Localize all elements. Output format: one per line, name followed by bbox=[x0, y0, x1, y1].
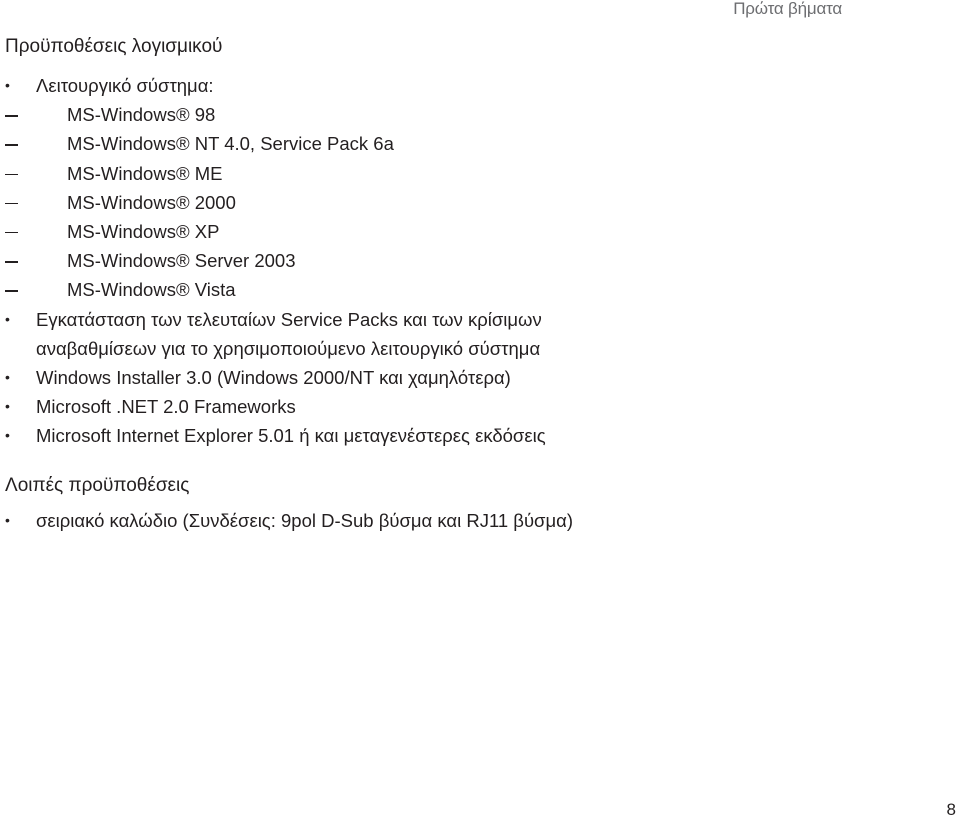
list-item-text: Λειτουργικό σύστημα: bbox=[36, 75, 214, 96]
bullet-icon: • bbox=[5, 369, 10, 386]
section-heading: Λοιπές προϋποθέσεις bbox=[5, 475, 190, 496]
list-item bbox=[5, 421, 705, 450]
bullet-icon: • bbox=[5, 427, 10, 444]
list-item bbox=[5, 305, 636, 363]
other-requirements-list bbox=[5, 506, 705, 535]
os-list-item: MS-Windows® Server 2003 bbox=[67, 250, 296, 272]
page-number: 8 bbox=[946, 800, 956, 819]
section-heading: Προϋποθέσεις λογισμικού bbox=[5, 36, 223, 57]
os-list bbox=[36, 100, 705, 304]
bullet-icon: • bbox=[5, 398, 10, 415]
bullet-icon: • bbox=[5, 77, 10, 93]
software-requirements-list bbox=[5, 71, 705, 451]
os-list-item: MS-Windows® ME bbox=[67, 162, 223, 184]
bullet-icon: • bbox=[5, 512, 10, 528]
os-list-item: MS-Windows® 2000 bbox=[67, 191, 236, 213]
os-list-item: MS-Windows® Vista bbox=[67, 279, 236, 301]
list-item-text: Εγκατάσταση των τελευταίων Service Packs και των κρίσιμων αναβαθμίσεων για το χρησιμοποιούμενο λειτουργικό σύστημα bbox=[36, 308, 542, 359]
list-item bbox=[5, 363, 705, 392]
list-item-os bbox=[5, 71, 705, 305]
bullet-icon: • bbox=[5, 310, 10, 327]
list-item-text: σειριακό καλώδιο (Συνδέσεις: 9pol D-Sub βύσμα και RJ11 βύσμα) bbox=[36, 510, 573, 531]
list-item-text: Microsoft .NET 2.0 Frameworks bbox=[36, 396, 296, 418]
software-requirements-section bbox=[5, 33, 705, 451]
list-item bbox=[5, 392, 705, 421]
running-header: Πρώτα βήματα bbox=[733, 0, 842, 18]
os-list-item: MS-Windows® 98 bbox=[67, 104, 216, 126]
list-item-text: Microsoft Internet Explorer 5.01 ή και μεταγενέστερες εκδόσεις bbox=[36, 425, 546, 447]
list-item-text: Windows Installer 3.0 (Windows 2000/NT και χαμηλότερα) bbox=[36, 367, 511, 389]
other-requirements-section bbox=[5, 472, 705, 535]
os-list-item: MS-Windows® XP bbox=[67, 221, 220, 243]
os-list-item: MS-Windows® NT 4.0, Service Pack 6a bbox=[67, 133, 394, 155]
list-item bbox=[5, 506, 596, 535]
